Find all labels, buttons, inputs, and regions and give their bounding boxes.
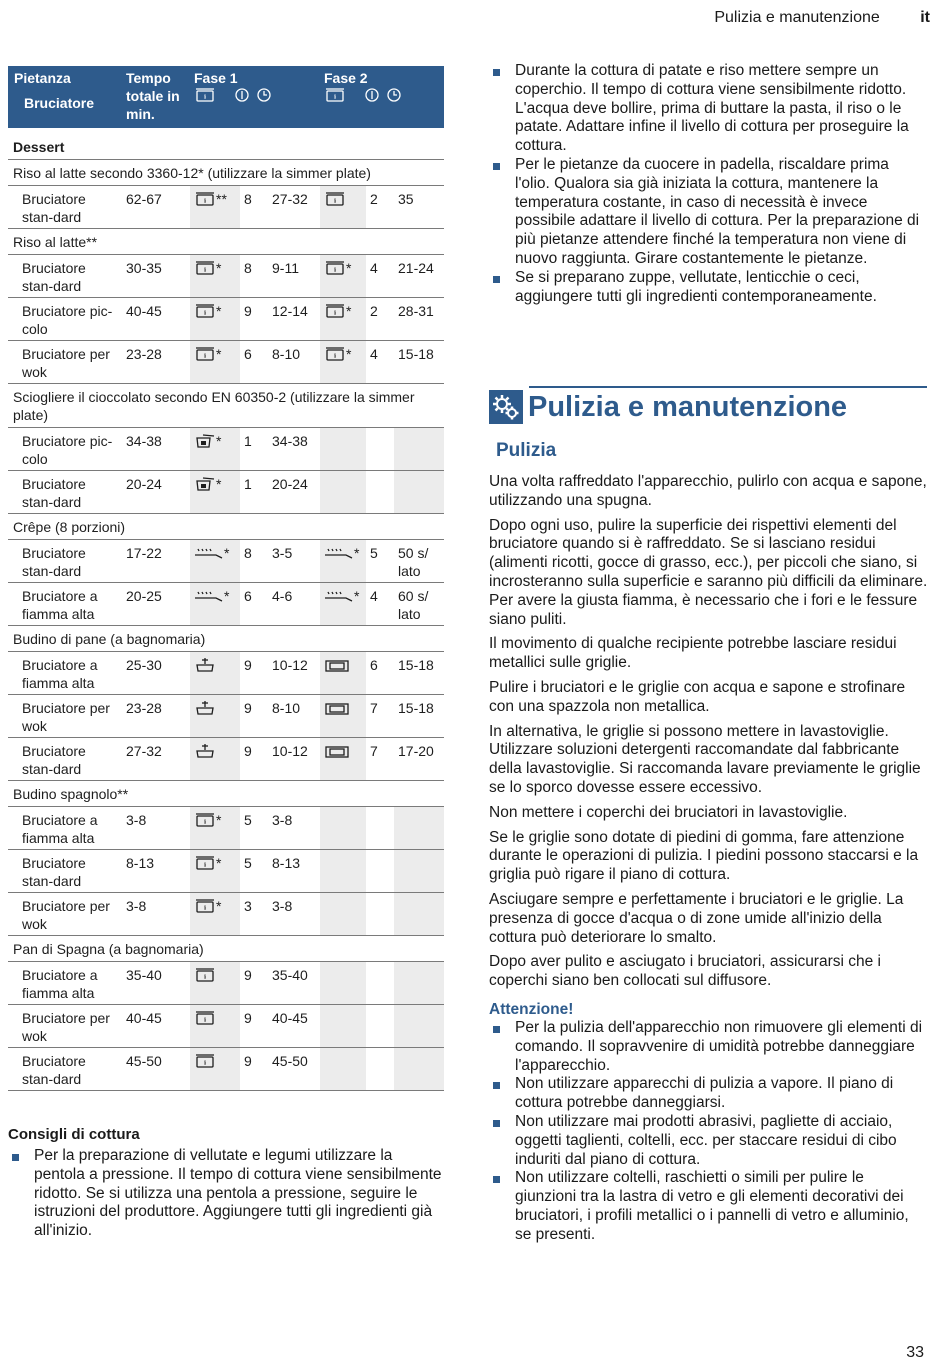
group-title: Pan di Spagna (a bagnomaria) (8, 936, 444, 962)
list-item: Non utilizzare mai prodotti abrasivi, pagliette di acciaio, oggetti taglienti, coltelli, ecc. per staccare residui di cibo induriti dal piano di cottura. (489, 1113, 929, 1169)
cell-bruciatore: Bruciatore a fiamma alta (8, 962, 122, 1005)
cell-tempo: 40-45 (122, 1005, 190, 1048)
flat-icon (324, 588, 354, 604)
whisk-icon (194, 743, 216, 759)
cell-fase1-min: 8-10 (268, 341, 320, 384)
pot-icon (324, 260, 346, 276)
cell-fase2-level (366, 1048, 394, 1091)
pot-icon (194, 1053, 216, 1069)
cell-fase1-level: 9 (240, 1048, 268, 1091)
cell-fase1-level: 5 (240, 807, 268, 850)
cell-fase2-icon (320, 893, 366, 936)
flat-icon (194, 545, 224, 561)
list-item: Per la preparazione di vellutate e legumi utilizzare la pentola a pressione. Il tempo di cottura viene sensibilmente ridotto. Se si utilizza una pentola a pressione, seguire le istruzioni del produttore. Aggiungere tutti gli ingredienti già all'inizio. (8, 1147, 444, 1241)
cell-fase1-level: 9 (240, 298, 268, 341)
group-title-row (8, 514, 444, 540)
cell-tempo: 35-40 (122, 962, 190, 1005)
cell-star: * (354, 588, 360, 604)
cell-fase2-level: 4 (366, 583, 394, 626)
svg-text:ℹ︎: ℹ︎ (203, 198, 207, 205)
choc-icon (194, 476, 216, 492)
cell-fase1-min: 10-12 (268, 652, 320, 695)
cell-fase2-level (366, 471, 394, 514)
cell-star: * (346, 303, 352, 319)
cell-star: * (224, 545, 230, 561)
cooking-table (8, 66, 444, 1091)
cell-bruciatore: Bruciatore per wok (8, 893, 122, 936)
group-title-row (8, 160, 444, 186)
cell-fase1-level: 8 (240, 540, 268, 583)
cell-fase1-level: 9 (240, 652, 268, 695)
cell-fase2-min: 15-18 (394, 652, 444, 695)
cell-fase2-level (366, 850, 394, 893)
cell-bruciatore: Bruciatore per wok (8, 695, 122, 738)
cell-fase2-level: 7 (366, 695, 394, 738)
cell-star: * (216, 855, 222, 871)
cell-tempo: 17-22 (122, 540, 190, 583)
group-title: Crêpe (8 porzioni) (8, 514, 444, 540)
cell-fase1-level: 9 (240, 1005, 268, 1048)
flat-icon (324, 545, 354, 561)
group-title-row (8, 626, 444, 652)
running-header (714, 9, 930, 27)
cell-tempo: 3-8 (122, 807, 190, 850)
heading-rule (529, 386, 927, 388)
th-pietanza-label: Pietanza (14, 70, 71, 86)
cell-bruciatore: Bruciatore stan-dard (8, 1048, 122, 1091)
manutenzione-heading (489, 386, 927, 424)
cell-fase1-icon (190, 428, 240, 471)
cell-fase2-level: 4 (366, 341, 394, 384)
cell-fase1-min: 8-13 (268, 850, 320, 893)
cell-fase2-min (394, 471, 444, 514)
right-tips-list (489, 62, 927, 306)
cell-fase1-level: 8 (240, 186, 268, 229)
table-row (8, 962, 444, 1005)
cell-bruciatore: Bruciatore stan-dard (8, 255, 122, 298)
cell-fase1-icon (190, 850, 240, 893)
cell-fase1-min: 40-45 (268, 1005, 320, 1048)
table-row (8, 341, 444, 384)
cell-star: ** (216, 191, 227, 207)
bain-icon (324, 700, 350, 716)
svg-text:ℹ︎: ℹ︎ (203, 267, 207, 274)
cell-fase1-icon (190, 341, 240, 384)
cell-fase2-level: 2 (366, 298, 394, 341)
paragraph: Se le griglie sono dotate di piedini di gomma, fare attenzione durante le operazioni di pulizia. I piedini possono staccarsi e la griglia può rigare il piano di cottura. (489, 828, 919, 884)
cell-fase1-icon (190, 298, 240, 341)
cell-bruciatore: Bruciatore stan-dard (8, 850, 122, 893)
bain-icon (324, 743, 350, 759)
cell-bruciatore: Bruciatore a fiamma alta (8, 583, 122, 626)
cell-fase1-level: 9 (240, 695, 268, 738)
th-fase1-label: Fase 1 (194, 70, 238, 86)
cell-fase2-min (394, 962, 444, 1005)
cell-bruciatore: Bruciatore per wok (8, 341, 122, 384)
cell-fase2-min (394, 850, 444, 893)
cell-fase1-icon (190, 893, 240, 936)
cell-fase1-level: 8 (240, 255, 268, 298)
cell-bruciatore: Bruciatore a fiamma alta (8, 652, 122, 695)
cell-bruciatore: Bruciatore pic-colo (8, 428, 122, 471)
cell-fase2-min: 28-31 (394, 298, 444, 341)
table-row (8, 695, 444, 738)
paragraph: Una volta raffreddato l'apparecchio, pulirlo con acqua e sapone, utilizzando una spugna. (489, 473, 927, 509)
pot-icon (194, 191, 216, 207)
cell-fase2-level (366, 962, 394, 1005)
fase1-head-icons (194, 87, 274, 107)
cell-fase1-level: 1 (240, 471, 268, 514)
pot-icon (194, 303, 216, 319)
fase2-head-icons (324, 87, 404, 107)
th-fase1 (190, 66, 320, 128)
table-row (8, 1005, 444, 1048)
cell-star: * (216, 433, 222, 449)
pulizia-body (489, 473, 929, 1244)
th-fase2 (320, 66, 444, 128)
svg-text:ℹ︎: ℹ︎ (203, 1017, 207, 1024)
cell-fase2-icon (320, 850, 366, 893)
cell-fase2-min: 15-18 (394, 341, 444, 384)
page-number: 33 (906, 1344, 924, 1361)
cell-tempo: 23-28 (122, 341, 190, 384)
table-row (8, 186, 444, 229)
svg-text:ℹ︎: ℹ︎ (333, 353, 337, 360)
cell-fase2-icon (320, 738, 366, 781)
cell-fase2-min: 50 s/ lato (394, 540, 444, 583)
cell-fase1-icon (190, 540, 240, 583)
cell-fase2-icon (320, 652, 366, 695)
subheading-pulizia: Pulizia (496, 440, 557, 461)
cell-fase1-icon (190, 962, 240, 1005)
cell-tempo: 3-8 (122, 893, 190, 936)
table-row (8, 428, 444, 471)
cell-star: * (224, 588, 230, 604)
pot-icon (324, 303, 346, 319)
pot-icon (194, 260, 216, 276)
svg-text:ℹ︎: ℹ︎ (203, 905, 207, 912)
cell-fase2-level (366, 807, 394, 850)
cell-bruciatore: Bruciatore per wok (8, 1005, 122, 1048)
list-item: Per la pulizia dell'apparecchio non rimuovere gli elementi di comando. Il sopravvenire di umidità potrebbe danneggiare l'apparecchio. (489, 1019, 929, 1075)
cell-fase1-level: 5 (240, 850, 268, 893)
pot-icon (194, 812, 216, 828)
cell-fase1-min: 27-32 (268, 186, 320, 229)
consigli-section (8, 1126, 444, 1241)
cell-fase2-level: 6 (366, 652, 394, 695)
cell-tempo: 27-32 (122, 738, 190, 781)
cell-fase2-icon (320, 962, 366, 1005)
cell-fase1-icon (190, 186, 240, 229)
cell-fase2-icon (320, 583, 366, 626)
svg-text:ℹ︎: ℹ︎ (203, 353, 207, 360)
cell-star: * (216, 898, 222, 914)
cell-fase2-min (394, 1048, 444, 1091)
cell-fase2-level (366, 428, 394, 471)
cell-fase1-min: 8-10 (268, 695, 320, 738)
cell-tempo: 25-30 (122, 652, 190, 695)
cell-fase2-icon (320, 471, 366, 514)
cell-fase2-level: 5 (366, 540, 394, 583)
cell-fase1-level: 9 (240, 962, 268, 1005)
table-row (8, 850, 444, 893)
cell-star: * (346, 260, 352, 276)
paragraph: Pulire i bruciatori e le griglie con acqua e sapone e strofinare con una spazzola non metallica. (489, 678, 906, 715)
cell-fase2-level: 2 (366, 186, 394, 229)
svg-text:ℹ︎: ℹ︎ (333, 310, 337, 317)
cell-fase1-min: 45-50 (268, 1048, 320, 1091)
list-item: Non utilizzare coltelli, raschietti o simili per pulire le giunzioni tra la lastra di vetro e gli elementi decorativi dei bruciatori, i profili metallici o i pannelli di vetro e alluminio, se presenti. (489, 1169, 929, 1244)
cell-fase1-min: 3-8 (268, 893, 320, 936)
pot-icon (194, 898, 216, 914)
cell-fase2-level: 7 (366, 738, 394, 781)
svg-text:ℹ︎: ℹ︎ (203, 1060, 207, 1067)
cell-fase1-icon (190, 738, 240, 781)
section-dessert: Dessert (8, 128, 444, 160)
paragraph: Il movimento di qualche recipiente potrebbe lasciare residui metallici sulle griglie. (489, 635, 897, 672)
cell-fase1-icon (190, 652, 240, 695)
pot-icon (194, 967, 216, 983)
th-fase2-label: Fase 2 (324, 70, 368, 86)
cell-fase1-min: 20-24 (268, 471, 320, 514)
table-row (8, 540, 444, 583)
pot-icon (194, 855, 216, 871)
cell-fase2-icon (320, 1005, 366, 1048)
cell-bruciatore: Bruciatore stan-dard (8, 471, 122, 514)
pot-icon (194, 1010, 216, 1026)
table-row (8, 652, 444, 695)
cell-fase2-min: 35 (394, 186, 444, 229)
cell-fase2-min (394, 893, 444, 936)
paragraph: Asciugare sempre e perfettamente i bruciatori e le griglie. La presenza di gocce d'acqua o di zone umide all'inizio della cottura può deteriorare lo smalto. (489, 890, 904, 946)
cell-fase1-level: 6 (240, 341, 268, 384)
svg-text:ℹ︎: ℹ︎ (203, 819, 207, 826)
cell-bruciatore: Bruciatore pic-colo (8, 298, 122, 341)
cell-fase1-min: 4-6 (268, 583, 320, 626)
cell-bruciatore: Bruciatore stan-dard (8, 738, 122, 781)
table-row (8, 1048, 444, 1091)
gears-icon (489, 390, 523, 424)
cell-bruciatore: Bruciatore stan-dard (8, 540, 122, 583)
right-tips (489, 62, 927, 306)
cell-fase2-icon (320, 1048, 366, 1091)
cell-tempo: 34-38 (122, 428, 190, 471)
th-pietanza (8, 66, 122, 128)
cell-fase1-icon (190, 1005, 240, 1048)
cell-fase1-level: 3 (240, 893, 268, 936)
attention-list (489, 1019, 929, 1245)
cell-fase2-min: 17-20 (394, 738, 444, 781)
pot-icon (194, 346, 216, 362)
cell-fase2-min (394, 807, 444, 850)
svg-text:ℹ︎: ℹ︎ (203, 862, 207, 869)
cell-star: * (354, 545, 360, 561)
list-item: Se si preparano zuppe, vellutate, lenticchie o ceci, aggiungere tutti gli ingredienti contemporaneamente. (489, 269, 927, 307)
cell-star: * (346, 346, 352, 362)
cell-tempo: 20-24 (122, 471, 190, 514)
cell-fase2-icon (320, 255, 366, 298)
paragraph: In alternativa, le griglie si possono mettere in lavastoviglie. Utilizzare soluzioni detergenti raccomandate dal fabbricante della lavastoviglie. Si raccomanda lavare previamente le griglie se lo sporco dovesse essere eccessivo. (489, 722, 921, 796)
cell-fase2-min (394, 428, 444, 471)
cell-tempo: 23-28 (122, 695, 190, 738)
svg-text:ℹ︎: ℹ︎ (333, 198, 337, 205)
flat-icon (194, 588, 224, 604)
cell-fase2-icon (320, 540, 366, 583)
bain-icon (324, 657, 350, 673)
cell-fase1-level: 6 (240, 583, 268, 626)
cell-bruciatore: Bruciatore stan-dard (8, 186, 122, 229)
list-item: Non utilizzare apparecchi di pulizia a vapore. Il piano di cottura potrebbe danneggiarsi. (489, 1075, 929, 1113)
group-title-row (8, 781, 444, 807)
table-row (8, 255, 444, 298)
cell-star: * (216, 346, 222, 362)
header-lang: it (920, 9, 930, 26)
cell-star: * (216, 303, 222, 319)
table-row (8, 893, 444, 936)
list-item: Per le pietanze da cuocere in padella, riscaldare prima l'olio. Qualora sia già iniziata la cottura, mantenere la temperatura costante, in caso di necessità è invece possibile adattare il livello di cottura. Per la preparazione di più pietanze attendere finché la temperatura non viene di nuovo raggiunta. Girare costantemente le pietanze. (489, 156, 927, 269)
main-heading: Pulizia e manutenzione (528, 390, 848, 423)
group-title: Riso al latte secondo 3360-12* (utilizzare la simmer plate) (8, 160, 444, 186)
table-row (8, 738, 444, 781)
th-bruciatore-label: Bruciatore (24, 95, 95, 111)
cell-fase2-min: 21-24 (394, 255, 444, 298)
table-row (8, 298, 444, 341)
cell-fase1-min: 3-5 (268, 540, 320, 583)
svg-text:ℹ︎: ℹ︎ (203, 310, 207, 317)
header-section: Pulizia e manutenzione (714, 9, 880, 26)
group-title-row (8, 384, 444, 428)
cell-tempo: 8-13 (122, 850, 190, 893)
table-row (8, 471, 444, 514)
svg-text:ℹ︎: ℹ︎ (333, 94, 337, 101)
group-title: Sciogliere il cioccolato secondo EN 60350-2 (utilizzare la simmer plate) (8, 384, 444, 428)
cell-fase1-icon (190, 1048, 240, 1091)
cell-fase2-icon (320, 298, 366, 341)
group-title: Riso al latte** (8, 229, 444, 255)
cell-fase1-icon (190, 583, 240, 626)
cell-fase2-icon (320, 695, 366, 738)
table-row (8, 583, 444, 626)
pot-icon (324, 346, 346, 362)
cell-fase1-icon (190, 255, 240, 298)
consigli-title: Consigli di cottura (8, 1126, 140, 1143)
svg-text:ℹ︎: ℹ︎ (203, 94, 207, 101)
cell-fase1-min: 12-14 (268, 298, 320, 341)
svg-text:ℹ︎: ℹ︎ (333, 267, 337, 274)
pot-icon (324, 191, 346, 207)
group-title-row (8, 229, 444, 255)
cell-fase2-icon (320, 341, 366, 384)
cell-fase1-icon (190, 471, 240, 514)
choc-icon (194, 433, 216, 449)
cell-bruciatore: Bruciatore a fiamma alta (8, 807, 122, 850)
cell-fase1-icon (190, 807, 240, 850)
whisk-icon (194, 700, 216, 716)
cell-fase1-level: 9 (240, 738, 268, 781)
cell-fase1-min: 34-38 (268, 428, 320, 471)
cell-star: * (216, 812, 222, 828)
cell-tempo: 30-35 (122, 255, 190, 298)
cell-fase2-level: 4 (366, 255, 394, 298)
cell-fase2-min (394, 1005, 444, 1048)
attention-title: Attenzione! (489, 1000, 574, 1018)
whisk-icon (194, 657, 216, 673)
cell-fase2-level (366, 1005, 394, 1048)
cell-fase1-icon (190, 695, 240, 738)
table-row (8, 807, 444, 850)
cell-fase2-icon (320, 186, 366, 229)
paragraph: Non mettere i coperchi dei bruciatori in lavastoviglie. (489, 803, 848, 821)
cell-fase2-min: 15-18 (394, 695, 444, 738)
cell-fase1-min: 3-8 (268, 807, 320, 850)
cell-fase2-icon (320, 807, 366, 850)
cell-star: * (216, 260, 222, 276)
cell-fase2-level (366, 893, 394, 936)
cell-fase2-min: 60 s/ lato (394, 583, 444, 626)
cell-tempo: 40-45 (122, 298, 190, 341)
cell-tempo: 20-25 (122, 583, 190, 626)
group-title: Budino di pane (a bagnomaria) (8, 626, 444, 652)
paragraph: Dopo ogni uso, pulire la superficie dei rispettivi elementi del bruciatore quando si è raffreddato. Se si lasciano residui (alimenti ricotti, gocce di grasso, ecc.), per piccoli che siano, si incrosteranno sulla superficie e saranno più difficili da eliminare. Per avere la giusta fiamma, è necessario che i fori e le fessure siano puliti. (489, 516, 928, 628)
th-tempo: Tempo totale in min. (122, 66, 190, 128)
cell-fase1-level: 1 (240, 428, 268, 471)
cell-fase2-icon (320, 428, 366, 471)
paragraph: Dopo aver pulito e asciugato i bruciatori, assicurarsi che i coperchi siano ben collocati sul diffusore. (489, 953, 881, 990)
svg-text:ℹ︎: ℹ︎ (203, 974, 207, 981)
consigli-list (8, 1147, 444, 1241)
list-item: Durante la cottura di patate e riso mettere sempre un coperchio. Il tempo di cottura viene sensibilmente ridotto. L'acqua deve bollire, prima di buttare la pasta, il riso o le patate. Adattare infine il livello di cottura per proseguire la cottura. (489, 62, 927, 156)
cell-star: * (216, 476, 222, 492)
cell-fase1-min: 9-11 (268, 255, 320, 298)
cell-tempo: 62-67 (122, 186, 190, 229)
group-title: Budino spagnolo** (8, 781, 444, 807)
cell-fase1-min: 35-40 (268, 962, 320, 1005)
cell-fase1-min: 10-12 (268, 738, 320, 781)
cell-tempo: 45-50 (122, 1048, 190, 1091)
group-title-row (8, 936, 444, 962)
